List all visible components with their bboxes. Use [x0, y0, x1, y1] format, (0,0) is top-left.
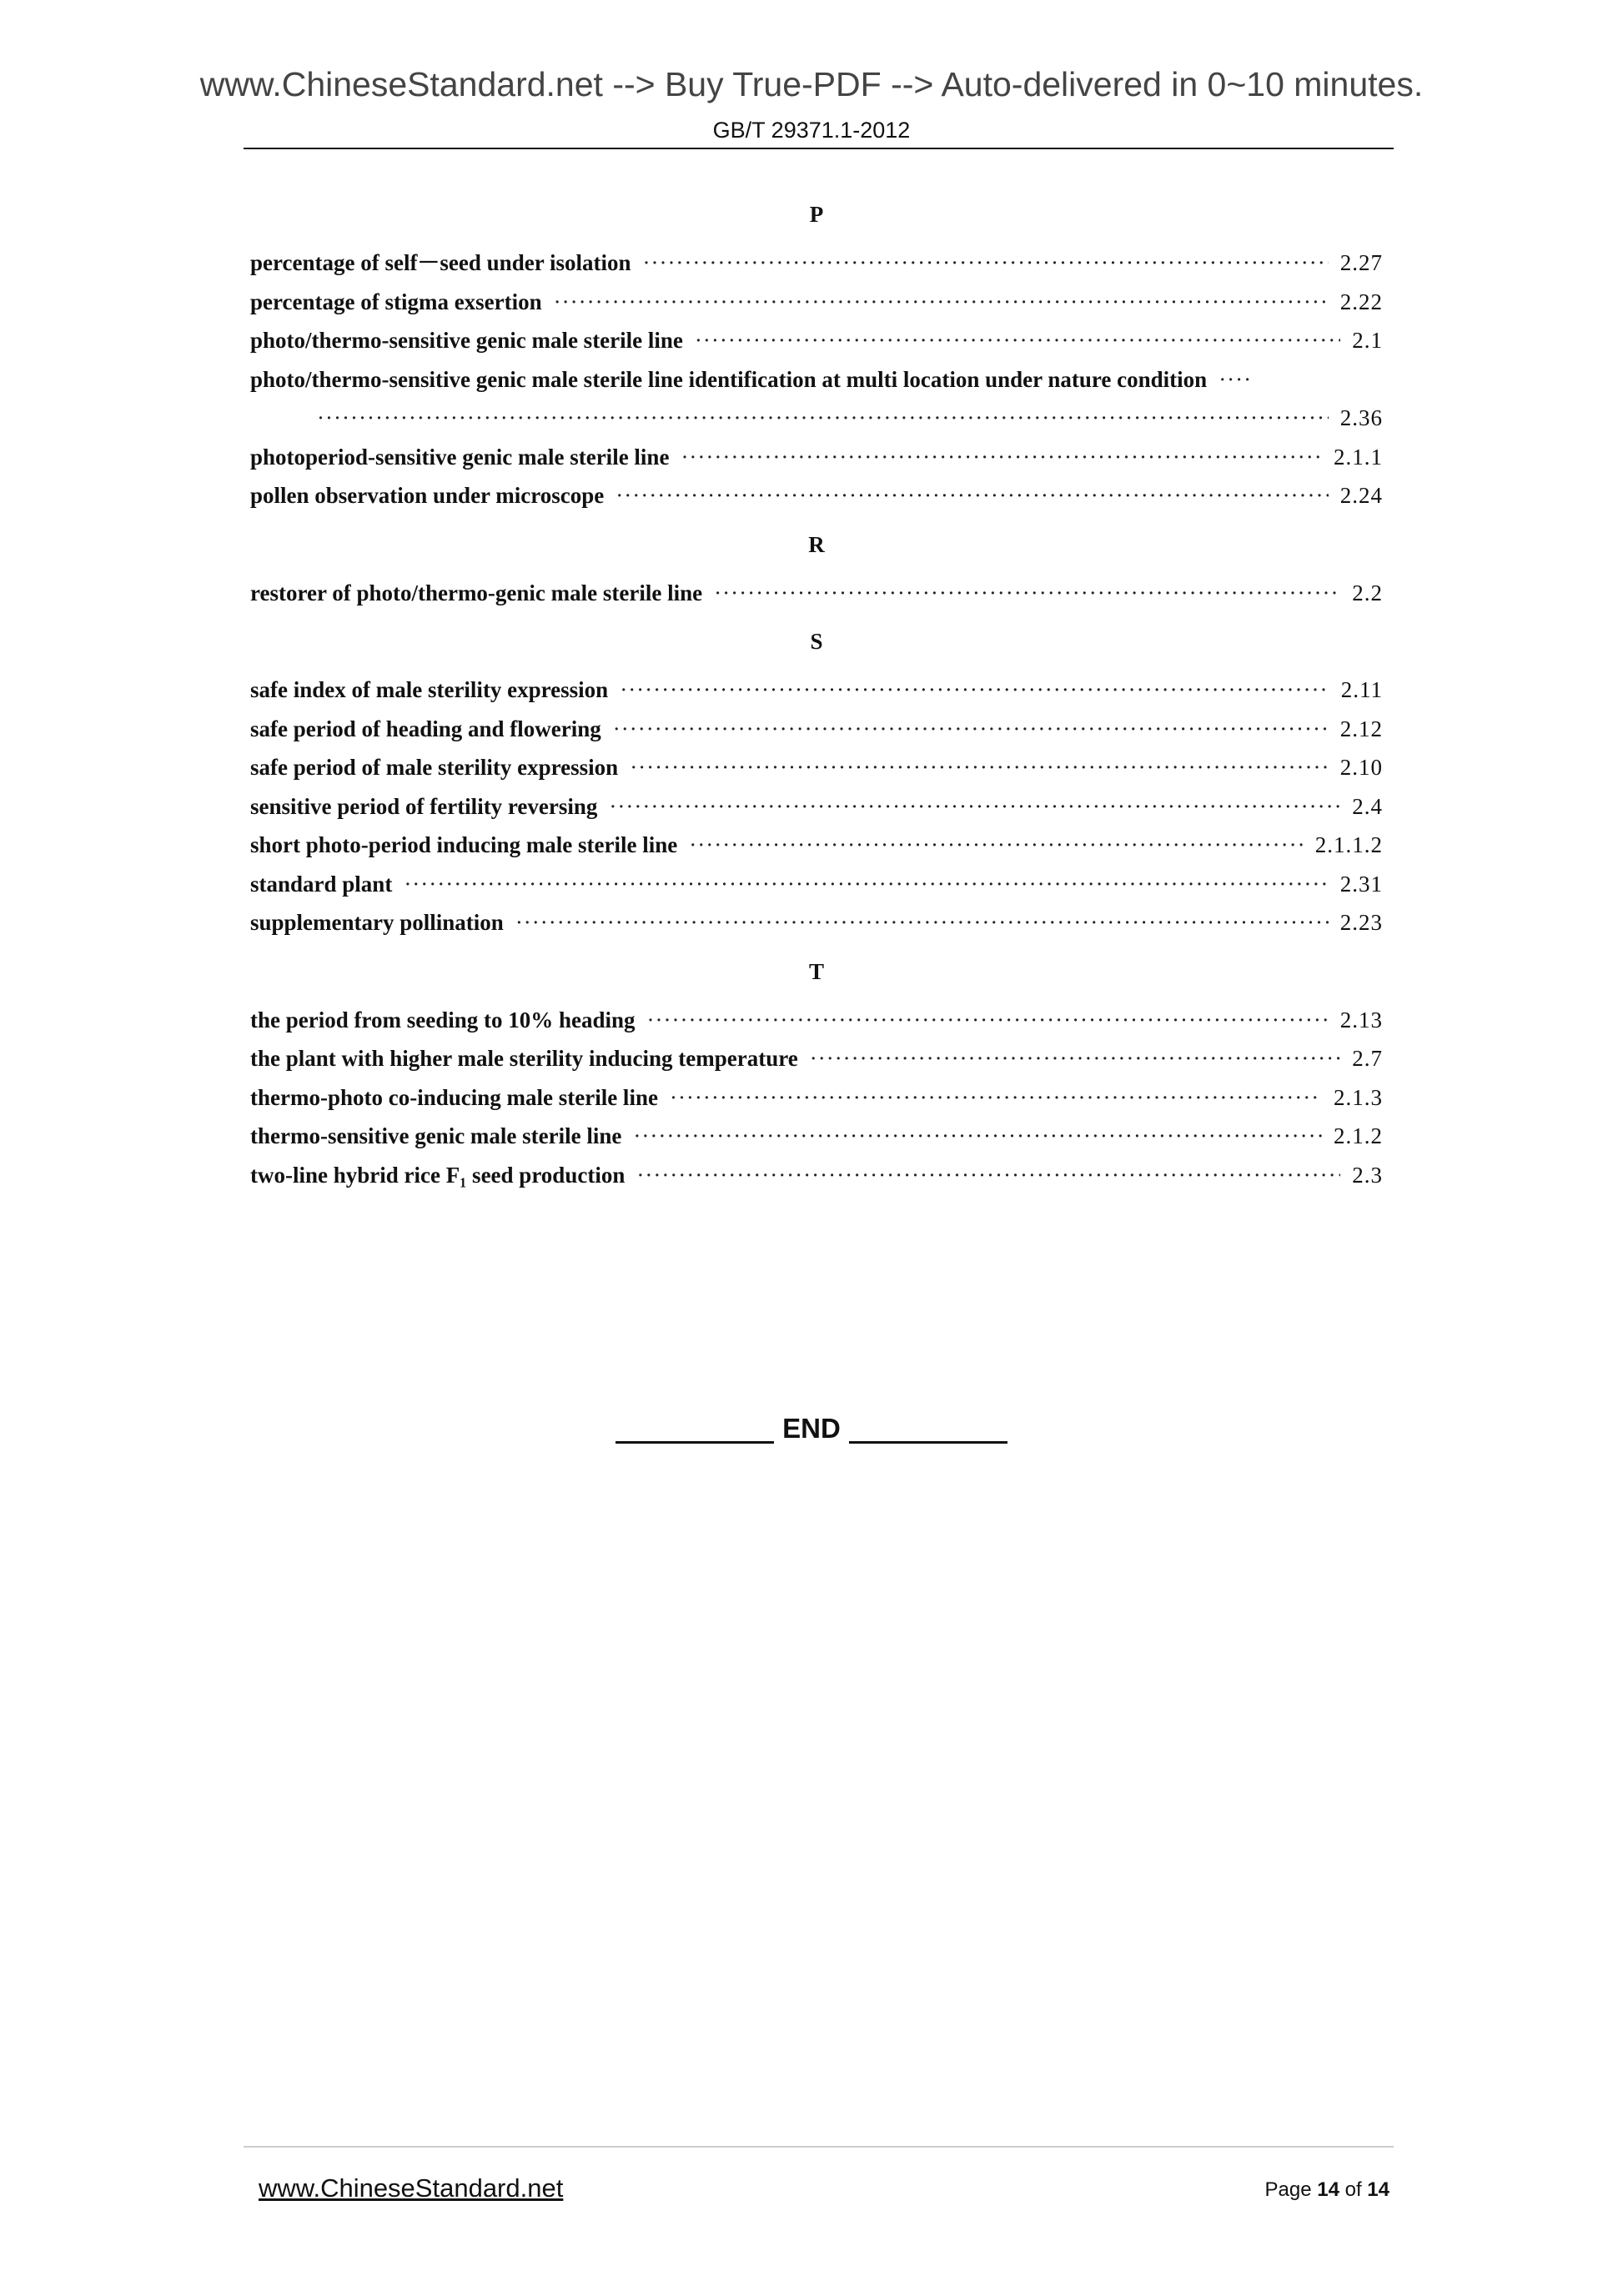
entry-ref: 2.10 — [1339, 755, 1383, 780]
page-label: Page — [1264, 2178, 1312, 2201]
entry-term: supplementary pollination — [250, 910, 504, 935]
entry-ref: 2.23 — [1339, 910, 1383, 935]
end-marker — [0, 1413, 1623, 1444]
entry-term: thermo-sensitive genic male sterile line — [250, 1123, 622, 1148]
dot-leader — [515, 903, 1329, 942]
entry-term: percentage of self－seed under isolation — [250, 250, 631, 275]
entry-ref: 2.24 — [1339, 483, 1383, 508]
entry-ref: 2.22 — [1339, 289, 1383, 314]
index-entry — [250, 1001, 1383, 1040]
dot-leader — [714, 574, 1340, 613]
entry-ref: 2.11 — [1340, 677, 1383, 702]
header-rule — [244, 148, 1394, 149]
page-total: 14 — [1367, 2178, 1389, 2201]
entry-term: pollen observation under microscope — [250, 483, 605, 508]
entry-term: safe period of heading and flowering — [250, 716, 601, 741]
dot-leader — [404, 865, 1328, 904]
entry-term: two-line hybrid rice F₁ seed production — [250, 1162, 626, 1188]
entry-ref: 2.7 — [1352, 1046, 1383, 1071]
index-entry — [250, 283, 1383, 322]
footer-rule — [244, 2146, 1394, 2148]
index-entry — [250, 574, 1383, 613]
dot-leader — [1219, 360, 1252, 399]
dot-leader — [647, 1001, 1329, 1040]
page-of: of — [1344, 2178, 1362, 2201]
index-entry — [250, 1078, 1383, 1118]
dot-leader — [613, 710, 1329, 749]
index-entry — [250, 1039, 1383, 1078]
entry-term: photo/thermo-sensitive genic male sterile line identification at multi location under nature condition — [250, 366, 1208, 392]
dot-leader — [620, 671, 1329, 710]
index-entry — [250, 748, 1383, 787]
entry-ref: 2.4 — [1352, 793, 1383, 819]
section-letter-s: S — [810, 629, 823, 654]
entry-term: photoperiod-sensitive genic male sterile line — [250, 444, 670, 470]
entry-term: sensitive period of fertility reversing — [250, 793, 598, 819]
dot-leader — [695, 321, 1340, 360]
index-entry — [250, 787, 1383, 826]
entry-ref: 2.1.3 — [1334, 1084, 1383, 1110]
index-entry — [250, 710, 1383, 749]
dot-leader — [616, 476, 1328, 515]
index-entry — [250, 244, 1383, 283]
entry-ref: 2.13 — [1339, 1007, 1383, 1032]
dot-leader — [670, 1078, 1322, 1118]
entry-term: percentage of stigma exsertion — [250, 289, 542, 314]
entry-ref: 2.1.1 — [1334, 444, 1383, 470]
dot-leader — [609, 787, 1340, 826]
entry-ref: 2.2 — [1352, 580, 1383, 605]
index-entry — [250, 671, 1383, 710]
entry-ref: 2.27 — [1339, 250, 1383, 275]
dot-leader — [554, 283, 1329, 322]
page-number — [1265, 2178, 1390, 2202]
index-entry — [250, 438, 1383, 477]
dot-leader — [642, 244, 1328, 283]
end-rule-left — [616, 1441, 774, 1444]
entry-term: photo/thermo-sensitive genic male sterile line — [250, 328, 683, 353]
index-entry — [250, 476, 1383, 515]
dot-leader — [689, 826, 1304, 865]
index-entry — [250, 1156, 1383, 1195]
page-current: 14 — [1317, 2178, 1339, 2201]
index-entry — [250, 321, 1383, 360]
index-entry — [250, 360, 1383, 399]
entry-term: the period from seeding to 10% heading — [250, 1007, 636, 1032]
entry-term: thermo-photo co-inducing male sterile line — [250, 1084, 658, 1110]
entry-ref: 2.12 — [1339, 716, 1383, 741]
dot-leader — [681, 438, 1322, 477]
index-entry — [250, 865, 1383, 904]
entry-ref: 2.36 — [1339, 405, 1383, 430]
index-entry-continuation — [250, 399, 1383, 438]
end-rule-right — [849, 1441, 1007, 1444]
dot-leader — [633, 1117, 1322, 1156]
entry-ref: 2.31 — [1339, 871, 1383, 897]
dot-leader — [630, 748, 1329, 787]
entry-ref: 2.1 — [1352, 328, 1383, 353]
section-letter-p: P — [809, 202, 824, 227]
index-entry — [250, 903, 1383, 942]
index-list — [250, 185, 1383, 1194]
dot-leader — [636, 1156, 1340, 1195]
entry-term: standard plant — [250, 871, 393, 897]
index-entry — [250, 1117, 1383, 1156]
dot-leader — [810, 1039, 1341, 1078]
entry-term: short photo-period inducing male sterile line — [250, 832, 678, 857]
entry-ref: 2.1.2 — [1334, 1123, 1383, 1148]
entry-term: safe index of male sterility expression — [250, 677, 609, 702]
header-banner: www.ChineseStandard.net --> Buy True-PDF --> Auto-delivered in 0~10 minutes. — [199, 65, 1424, 103]
index-entry — [250, 826, 1383, 865]
end-label: END — [782, 1413, 841, 1444]
section-letter-t: T — [808, 958, 824, 984]
entry-term: restorer of photo/thermo-genic male sterile line — [250, 580, 703, 605]
entry-term: safe period of male sterility expression — [250, 755, 619, 780]
footer-site-link[interactable]: www.ChineseStandard.net — [259, 2173, 564, 2203]
section-letter-r: R — [808, 531, 825, 557]
dot-leader — [317, 399, 1329, 438]
entry-ref: 2.3 — [1352, 1162, 1383, 1188]
entry-ref: 2.1.1.2 — [1314, 832, 1383, 857]
standard-code: GB/T 29371.1-2012 — [712, 118, 911, 143]
entry-term: the plant with higher male sterility inducing temperature — [250, 1046, 798, 1071]
